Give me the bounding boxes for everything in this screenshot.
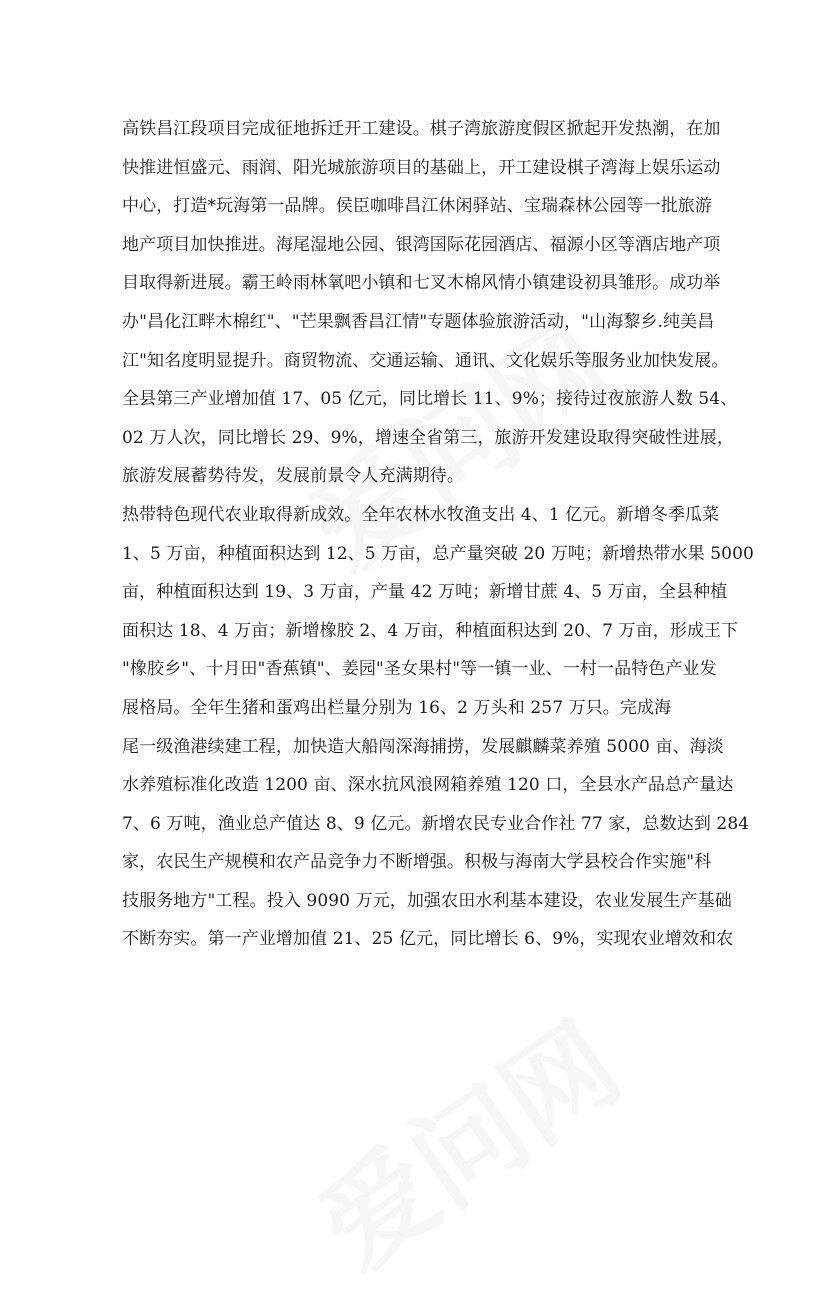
text-line: 中心，打造*玩海第一品牌。侯臣咖啡昌江休闲驿站、宝瑞森林公园等一批旅游 [122, 196, 712, 217]
text-line: 快推进恒盛元、雨润、阳光城旅游项目的基础上，开工建设棋子湾海上娱乐运动 [122, 157, 721, 178]
text-line: 技服务地方"工程。投入 9090 万元，加强农田水利基本建设，农业发展生产基础 [122, 890, 732, 911]
text-line: 高铁昌江段项目完成征地拆迁开工建设。棋子湾旅游度假区掀起开发热潮，在加 [122, 119, 721, 139]
text-line: 目取得新进展。霸王岭雨林氧吧小镇和七叉木棉风情小镇建设初具雏形。成功举 [122, 273, 721, 294]
text-line: 02 万人次，同比增长 29、9%，增速全省第三，旅游开发建设取得突破性进展， [122, 427, 734, 448]
text-line: 水养殖标准化改造 1200 亩、深水抗风浪网箱养殖 120 口，全县水产品总产量达 [122, 775, 734, 796]
text-line: 1、5 万亩，种植面积达到 12、5 万亩，总产量突破 20 万吨；新增热带水果 5000 [122, 543, 754, 564]
text-line: 全县第三产业增加值 17、05 亿元，同比增长 11、9%；接待过夜旅游人数 54、 [122, 389, 738, 410]
text-line: 不断夯实。第一产业增加值 21、25 亿元，同比增长 6、9%，实现农业增效和农 [122, 929, 734, 950]
text-line: 办"昌化江畔木棉红"、"芒果飘香昌江情"专题体验旅游活动，"山海黎乡.纯美昌 [122, 311, 715, 332]
text-line: 尾一级渔港续建工程，加快造大船闯深海捕捞，发展麒麟菜养殖 5000 亩、海淡 [122, 736, 724, 757]
text-line: 家，农民生产规模和农产品竞争力不断增强。积极与海南大学县校合作实施"科 [122, 852, 712, 873]
text-line: 地产项目加快推进。海尾湿地公园、银湾国际花园酒店、福源小区等酒店地产项 [122, 234, 721, 255]
document-body [122, 110, 754, 959]
text-line: "橡胶乡"、十月田"香蕉镇"、姜园"圣女果村"等一镇一业、一村一品特色产业发 [122, 659, 717, 680]
text-line: 江"知名度明显提升。商贸物流、交通运输、通讯、文化娱乐等服务业加快发展。 [122, 350, 729, 371]
text-line: 亩，种植面积达到 19、3 万亩，产量 42 万吨；新增甘蔗 4、5 万亩，全县种植 [122, 582, 728, 603]
text-line: 旅游发展蓄势待发，发展前景令人充满期待。 [122, 466, 464, 487]
text-line: 面积达 18、4 万亩；新增橡胶 2、4 万亩，种植面积达到 20、7 万亩，形成王下 [122, 620, 739, 641]
text-line: 展格局。全年生猪和蛋鸡出栏量分别为 16、2 万头和 257 万只。完成海 [122, 697, 672, 718]
text-line: 热带特色现代农业取得新成效。全年农林水牧渔支出 4、1 亿元。新增冬季瓜菜 [122, 504, 720, 525]
watermark-mark [285, 980, 646, 1298]
text-line: 7、6 万吨，渔业总产值达 8、9 亿元。新增农民专业合作社 77 家，总数达到 284 [122, 813, 750, 834]
